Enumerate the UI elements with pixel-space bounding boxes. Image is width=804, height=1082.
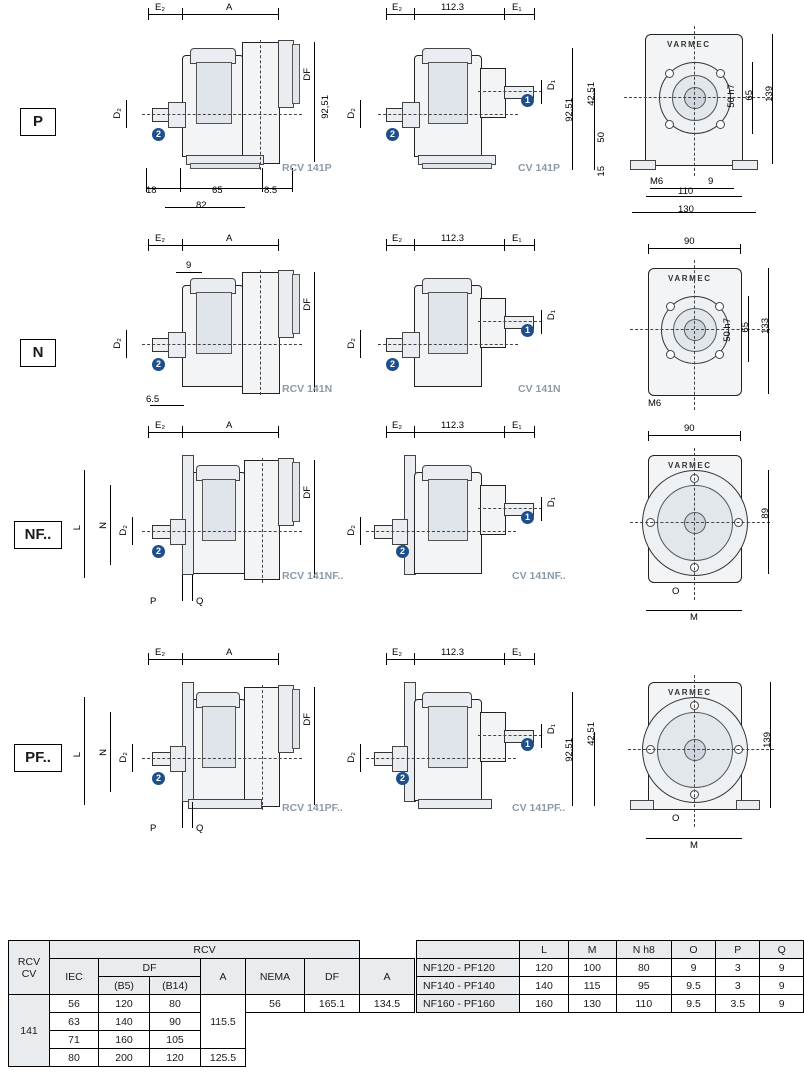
dim-d1: D₁ bbox=[546, 724, 557, 735]
cell-b5: 160 bbox=[99, 1031, 150, 1049]
cell-o: 9.5 bbox=[671, 995, 715, 1013]
callout-2: 2 bbox=[152, 128, 165, 141]
dim-df: DF bbox=[302, 486, 313, 499]
cell-iec: 63 bbox=[50, 1013, 99, 1031]
table-corner-bottom: CV bbox=[21, 967, 37, 980]
table-row bbox=[417, 995, 804, 1013]
cell-name: NF160 - PF160 bbox=[417, 995, 520, 1013]
caption-cv-141nf: CV 141NF.. bbox=[512, 570, 566, 582]
dim-1123: 112.3 bbox=[441, 2, 465, 13]
dim-e2: E₂ bbox=[392, 647, 403, 658]
table-size: 141 bbox=[9, 995, 50, 1067]
row-label-nf: NF.. bbox=[14, 521, 62, 549]
cell-q: 9 bbox=[760, 995, 804, 1013]
table-rcv-cv bbox=[8, 940, 415, 1067]
dim-82: 82 bbox=[196, 200, 207, 211]
cell-nema-df: 165.1 bbox=[305, 995, 360, 1013]
dim-50h7: 50 h7 bbox=[726, 84, 737, 108]
col-b5: (B5) bbox=[99, 977, 150, 995]
dim-a: A bbox=[226, 233, 233, 244]
table-row bbox=[417, 977, 804, 995]
callout-2: 2 bbox=[386, 128, 399, 141]
cell-iec: 56 bbox=[50, 995, 99, 1013]
dim-18: 18 bbox=[146, 185, 157, 196]
caption-rcv-141nf: RCV 141NF.. bbox=[282, 570, 344, 582]
dim-139: 139 bbox=[764, 86, 775, 102]
dim-e2: E₂ bbox=[155, 420, 166, 431]
dim-df: DF bbox=[302, 298, 313, 311]
dim-d2: D₂ bbox=[346, 338, 357, 349]
cell-p: 3 bbox=[716, 977, 760, 995]
dim-9251: 92,51 bbox=[564, 738, 575, 762]
cell-nema-a: 134.5 bbox=[360, 995, 415, 1013]
dim-df: DF bbox=[302, 68, 313, 81]
table-nf-pf bbox=[416, 940, 804, 1013]
row-label-p: P bbox=[20, 108, 56, 136]
cell-m: 115 bbox=[568, 977, 616, 995]
cell-o: 9.5 bbox=[671, 977, 715, 995]
dim-1123: 112.3 bbox=[441, 420, 465, 431]
row-label-pf: PF.. bbox=[14, 744, 62, 772]
cell-q: 9 bbox=[760, 959, 804, 977]
dim-m6: M6 bbox=[650, 176, 664, 187]
dim-1123: 112.3 bbox=[441, 647, 465, 658]
col-l: L bbox=[520, 941, 568, 959]
callout-2: 2 bbox=[396, 772, 409, 785]
cell-a: 115.5 bbox=[201, 995, 246, 1049]
callout-2: 2 bbox=[152, 545, 165, 558]
dim-50h7: 50 h7 bbox=[722, 318, 733, 342]
dim-d1: D₁ bbox=[546, 310, 557, 321]
dim-p: P bbox=[150, 596, 157, 607]
dim-130: 130 bbox=[678, 204, 694, 215]
dim-n: N bbox=[98, 749, 109, 756]
dim-d1: D₁ bbox=[546, 497, 557, 508]
brand-varmec: VARMEC bbox=[668, 461, 712, 470]
col-p: P bbox=[716, 941, 760, 959]
col-b14: (B14) bbox=[150, 977, 201, 995]
dim-l: L bbox=[72, 525, 83, 531]
dim-m6: M6 bbox=[648, 398, 662, 409]
callout-2: 2 bbox=[386, 358, 399, 371]
dim-d2: D₂ bbox=[112, 108, 123, 119]
cell-iec: 80 bbox=[50, 1049, 99, 1067]
dim-e2: E₂ bbox=[155, 2, 166, 13]
callout-1: 1 bbox=[521, 94, 534, 107]
cell-m: 130 bbox=[568, 995, 616, 1013]
callout-1: 1 bbox=[521, 738, 534, 751]
dim-85: 8.5 bbox=[264, 185, 278, 196]
callout-2: 2 bbox=[152, 358, 165, 371]
cell-name: NF120 - PF120 bbox=[417, 959, 520, 977]
cell-l: 160 bbox=[520, 995, 568, 1013]
dim-d2: D₂ bbox=[346, 525, 357, 536]
dim-a: A bbox=[226, 2, 233, 13]
cell-name: NF140 - PF140 bbox=[417, 977, 520, 995]
dim-9251: 92,51 bbox=[564, 98, 575, 122]
cell-b14: 80 bbox=[150, 995, 201, 1013]
dim-q: Q bbox=[196, 596, 204, 607]
dim-d2: D₂ bbox=[118, 752, 129, 763]
dim-e2: E₂ bbox=[392, 420, 403, 431]
table-group-rcv: RCV bbox=[50, 941, 360, 959]
col-df: DF bbox=[99, 959, 201, 977]
brand-varmec: VARMEC bbox=[668, 688, 712, 697]
caption-cv-141n: CV 141N bbox=[518, 383, 561, 395]
dim-n: N bbox=[98, 522, 109, 529]
caption-cv-141pf: CV 141PF.. bbox=[512, 802, 566, 814]
cell-b5: 140 bbox=[99, 1013, 150, 1031]
cell-p: 3 bbox=[716, 959, 760, 977]
cell-n: 110 bbox=[616, 995, 671, 1013]
col-nema-a: A bbox=[360, 959, 415, 995]
col-iec: IEC bbox=[50, 959, 99, 995]
cell-b14: 90 bbox=[150, 1013, 201, 1031]
dim-a: A bbox=[226, 647, 233, 658]
col-blank bbox=[417, 941, 520, 959]
dim-50: 50 bbox=[596, 132, 607, 143]
dim-df: DF bbox=[302, 713, 313, 726]
col-nema: NEMA bbox=[246, 959, 305, 995]
dim-9: 9 bbox=[186, 260, 192, 271]
dim-9251: 92,51 bbox=[320, 95, 331, 119]
col-m: M bbox=[568, 941, 616, 959]
dim-e2: E₂ bbox=[155, 233, 166, 244]
cell-q: 9 bbox=[760, 977, 804, 995]
dim-d2: D₂ bbox=[118, 525, 129, 536]
caption-rcv-141n: RCV 141N bbox=[282, 383, 333, 395]
col-q: Q bbox=[760, 941, 804, 959]
cell-n: 80 bbox=[616, 959, 671, 977]
callout-2: 2 bbox=[152, 772, 165, 785]
cell-l: 140 bbox=[520, 977, 568, 995]
dim-a: A bbox=[226, 420, 233, 431]
dim-o: O bbox=[672, 813, 680, 824]
dim-133: 133 bbox=[760, 318, 771, 334]
dim-e2: E₂ bbox=[392, 233, 403, 244]
cell-b14: 105 bbox=[150, 1031, 201, 1049]
cell-a: 125.5 bbox=[201, 1049, 246, 1067]
dim-e2: E₂ bbox=[392, 2, 403, 13]
col-a: A bbox=[201, 959, 246, 995]
dim-15: 15 bbox=[596, 166, 607, 177]
table-row bbox=[417, 959, 804, 977]
dim-65: 65 bbox=[740, 322, 751, 333]
table-corner-top: RCV bbox=[17, 955, 41, 968]
cell-b5: 120 bbox=[99, 995, 150, 1013]
dim-65: 65 bbox=[212, 185, 223, 196]
dim-d2: D₂ bbox=[346, 108, 357, 119]
cell-p: 3.5 bbox=[716, 995, 760, 1013]
dim-1123: 112.3 bbox=[441, 233, 465, 244]
callout-2: 2 bbox=[396, 545, 409, 558]
cell-b5: 200 bbox=[99, 1049, 150, 1067]
dim-9: 9 bbox=[708, 176, 714, 187]
dim-e1: E₁ bbox=[512, 647, 522, 658]
dim-89: 89 bbox=[760, 508, 771, 519]
dim-90: 90 bbox=[684, 423, 695, 434]
col-nema-df: DF bbox=[305, 959, 360, 995]
dim-e1: E₁ bbox=[512, 420, 522, 431]
dim-e1: E₁ bbox=[512, 2, 522, 13]
dim-d1: D₁ bbox=[546, 80, 557, 91]
brand-varmec: VARMEC bbox=[667, 40, 711, 49]
dim-4251: 42,51 bbox=[586, 82, 597, 106]
callout-1: 1 bbox=[521, 511, 534, 524]
caption-cv-141p: CV 141P bbox=[518, 162, 561, 174]
dim-e2: E₂ bbox=[155, 647, 166, 658]
dim-65: 65 bbox=[744, 90, 755, 101]
dim-90: 90 bbox=[684, 236, 695, 247]
dim-e1: E₁ bbox=[512, 233, 522, 244]
dim-d2: D₂ bbox=[346, 752, 357, 763]
col-n: N h8 bbox=[616, 941, 671, 959]
dim-p: P bbox=[150, 823, 157, 834]
caption-rcv-141pf: RCV 141PF.. bbox=[282, 802, 343, 814]
dim-4251: 42,51 bbox=[586, 722, 597, 746]
caption-rcv-141p: RCV 141P bbox=[282, 162, 332, 174]
dim-q: Q bbox=[196, 823, 204, 834]
cell-l: 120 bbox=[520, 959, 568, 977]
dim-110: 110 bbox=[678, 186, 694, 197]
dim-139: 139 bbox=[762, 732, 773, 748]
brand-varmec: VARMEC bbox=[668, 274, 712, 283]
cell-b14: 120 bbox=[150, 1049, 201, 1067]
cell-n: 95 bbox=[616, 977, 671, 995]
row-label-n: N bbox=[20, 339, 56, 367]
cell-o: 9 bbox=[671, 959, 715, 977]
cell-iec: 71 bbox=[50, 1031, 99, 1049]
dim-l: L bbox=[72, 752, 83, 758]
dim-d2: D₂ bbox=[112, 338, 123, 349]
cell-nema: 56 bbox=[246, 995, 305, 1013]
dim-m: M bbox=[690, 612, 698, 623]
col-o: O bbox=[671, 941, 715, 959]
dim-m: M bbox=[690, 840, 698, 851]
callout-1: 1 bbox=[521, 324, 534, 337]
dim-o: O bbox=[672, 586, 680, 597]
cell-m: 100 bbox=[568, 959, 616, 977]
dim-65: 6.5 bbox=[146, 394, 160, 405]
